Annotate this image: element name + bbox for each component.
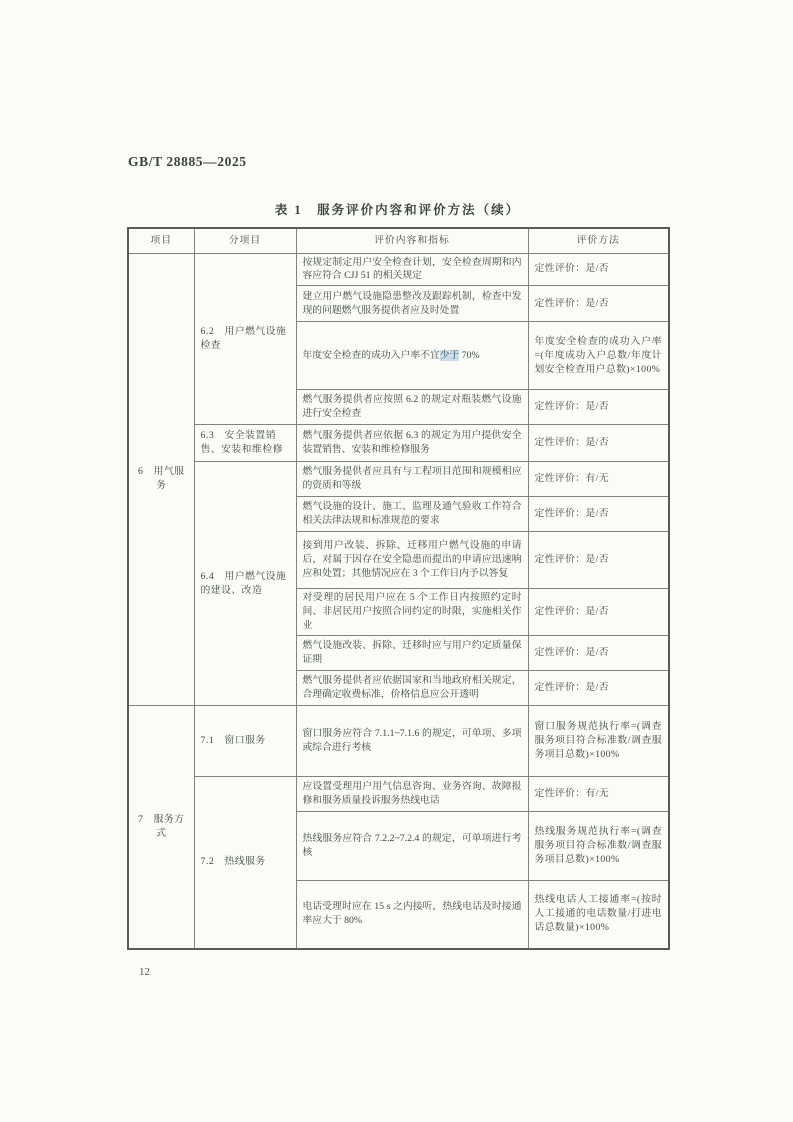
method-cell <box>528 532 669 589</box>
method-text: 年度安全检查的成功入户率=(年度成功入户总数/年度计划安全检查用户总数)×100% <box>534 335 662 375</box>
content-cell <box>296 636 528 671</box>
subitem-cell <box>194 777 296 949</box>
method-text: 定性评价：有/无 <box>534 473 609 485</box>
method-cell <box>528 497 669 532</box>
evaluation-table <box>127 227 670 950</box>
method-text: 定性评价：是/否 <box>534 401 609 413</box>
method-text: 热线服务规范执行率=(调查服务项目符合标准数/调查服务项目总数)×100% <box>534 826 662 865</box>
method-text: 定性评价：是/否 <box>534 647 609 659</box>
content-cell <box>296 462 528 497</box>
subitem-cell <box>194 462 296 706</box>
item-label: 6 用气服务 <box>137 466 185 492</box>
method-text: 定性评价：是/否 <box>534 606 609 618</box>
content-text: 燃气服务提供者应具有与工程项目范围和规模相应的资质和等级 <box>302 466 522 492</box>
method-cell <box>528 390 669 425</box>
method-text: 定性评价：是/否 <box>534 682 609 694</box>
content-text: 热线服务应符合 7.2.2~7.2.4 的规定，可单项进行考核 <box>302 833 522 859</box>
method-cell <box>528 636 669 671</box>
header-cell-subitem: 分项目 <box>194 228 296 253</box>
content-cell <box>296 589 528 636</box>
method-cell <box>528 812 669 881</box>
content-cell <box>296 881 528 949</box>
table-title: 表 1 服务评价内容和评价方法（续） <box>274 203 521 217</box>
content-cell <box>296 497 528 532</box>
content-cell <box>296 322 528 390</box>
table-row <box>128 706 669 777</box>
method-cell <box>528 706 669 777</box>
content-cell <box>296 812 528 881</box>
content-cell <box>296 532 528 589</box>
content-text: 应设置受理用户用气信息咨询、业务咨询、故障报修和服务质量投诉服务热线电话 <box>302 781 522 807</box>
content-text: 年度安全检查的成功入户率不宜 <box>302 349 440 361</box>
content-cell <box>296 671 528 706</box>
method-text: 定性评价：是/否 <box>534 297 609 309</box>
method-cell <box>528 777 669 812</box>
content-text: 燃气服务提供者应按照 6.2 的规定对瓶装燃气设施进行安全检查 <box>302 394 522 420</box>
content-text: 窗口服务应符合 7.1.1~7.1.6 的规定，可单项、多项或综合进行考核 <box>302 728 522 754</box>
content-cell <box>296 286 528 322</box>
item-label: 7 服务方式 <box>137 813 185 839</box>
item-cell <box>128 253 194 706</box>
content-cell <box>296 390 528 425</box>
header-cell-item: 项目 <box>128 228 194 253</box>
subitem-cell <box>194 706 296 777</box>
content-text: 燃气服务提供者应依据 6.3 的规定为用户提供安全装置销售、安装和维检修服务 <box>302 430 522 456</box>
method-cell <box>528 286 669 322</box>
table-header-row <box>128 228 669 253</box>
content-cell <box>296 253 528 286</box>
content-cell <box>296 706 528 777</box>
method-text: 定性评价：有/无 <box>534 788 609 800</box>
table-row <box>128 777 669 812</box>
method-cell <box>528 425 669 462</box>
page-number: 12 <box>139 966 150 978</box>
method-text: 定性评价：是/否 <box>534 263 609 275</box>
content-text: 燃气设施改装、拆除、迁移时应与用户约定质量保证期 <box>302 640 522 666</box>
subitem-label: 7.2 热线服务 <box>200 856 266 868</box>
method-text: 热线电话人工接通率=(按时人工接通的电话数量/打进电话总数量)×100% <box>534 894 662 934</box>
content-text: 建立用户燃气设施隐患整改及跟踪机制，检查中发现的问题燃气服务提供者应及时处置 <box>302 290 522 316</box>
content-text: 燃气设施的设计、施工、监理及通气验收工作符合相关法律法规和标准规范的要求 <box>302 501 522 527</box>
content-text: 燃气服务提供者应依据国家和当地政府相关规定，合理确定收费标准，价格信息应公开透明 <box>302 675 522 701</box>
table-row <box>128 425 669 462</box>
item-cell <box>128 706 194 949</box>
method-cell <box>528 322 669 390</box>
method-cell <box>528 671 669 706</box>
subitem-label: 6.3 安全装置销售、安装和维检修 <box>200 430 283 456</box>
content-text: 按规定制定用户安全检查计划，安全检查周期和内容应符合 CJJ 51 的相关规定 <box>302 256 522 282</box>
header-cell-content: 评价内容和指标 <box>296 228 528 253</box>
content-cell <box>296 777 528 812</box>
subitem-label: 7.1 窗口服务 <box>200 735 266 747</box>
subitem-label: 6.4 用户燃气设施的建设、改造 <box>200 570 287 596</box>
table-row <box>128 253 669 286</box>
content-text: 对受理的居民用户应在 5 个工作日内按照约定时间、非居民用户按照合同约定的时限，实施相关作业 <box>302 592 522 632</box>
content-text: 接到用户改装、拆除、迁移用户燃气设施的申请后，对属于因存在安全隐患而提出的申请应迅速响应和处置；其他情况应在 3 个工作日内予以答复 <box>302 540 522 580</box>
method-text: 定性评价：是/否 <box>534 437 609 449</box>
content-text: 70% <box>459 349 480 361</box>
method-cell <box>528 589 669 636</box>
table-row <box>128 462 669 497</box>
content-text: 电话受理时应在 15 s 之内接听，热线电话及时接通率应大于 80% <box>302 901 522 927</box>
standard-number: GB/T 28885—2025 <box>128 154 247 169</box>
method-text: 定性评价：是/否 <box>534 554 609 566</box>
subitem-label: 6.2 用户燃气设施检查 <box>200 326 287 351</box>
header-cell-method: 评价方法 <box>528 228 669 253</box>
method-text: 定性评价：是/否 <box>534 508 609 520</box>
subitem-cell <box>194 425 296 462</box>
method-cell <box>528 881 669 949</box>
method-cell <box>528 253 669 286</box>
content-cell <box>296 425 528 462</box>
method-text: 窗口服务规范执行率=(调查服务项目符合标准数/调查服务项目总数)×100% <box>534 721 662 760</box>
method-cell <box>528 462 669 497</box>
subitem-cell <box>194 253 296 425</box>
text-highlight: 少于 <box>439 349 460 361</box>
